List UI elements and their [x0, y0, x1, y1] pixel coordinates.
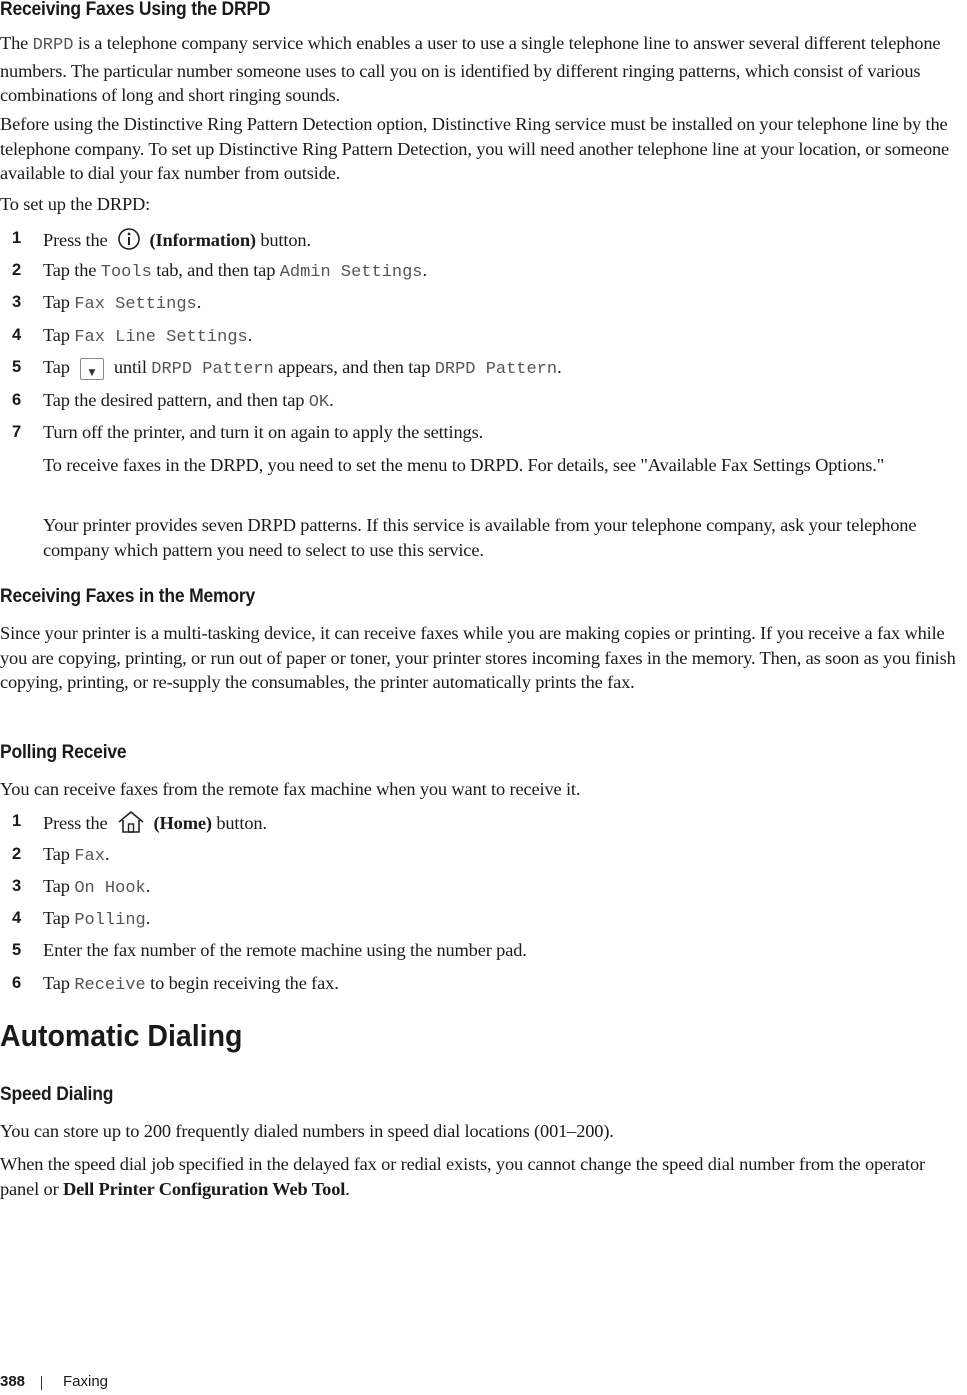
information-button-label: (Information)	[149, 230, 256, 251]
memory-text: Since your printer is a multi-tasking device, it can receive faxes while you are making copies or printing. If you receive a fax while you are copying, printing, or run out of paper or toner, your printer stores incoming faxes in the memory. Then, as soon as you finish copying, printing, or re-supply the consumables, the printer automatically prints the fax.	[0, 623, 956, 692]
home-button-label: (Home)	[153, 813, 212, 834]
drpd-setup-intro: To set up the DRPD:	[0, 194, 151, 214]
web-tool-name: Dell Printer Configuration Web Tool	[63, 1178, 346, 1199]
drpd-note-menu: To receive faxes in the DRPD, you need to set the menu to DRPD. For details, see "Available Fax Settings Options."	[43, 455, 885, 475]
drpd-intro: The DRPD is a telephone company service which enables a user to use a single telephone line to answer several different telephone numbers. The particular number someone uses to call you on is identified by different ringing patterns, which consist of various combinations of long and short ringing sounds.	[0, 33, 941, 105]
heading-memory: Receiving Faxes in the Memory	[0, 586, 256, 607]
heading-speed-dialing: Speed Dialing	[0, 1084, 114, 1105]
home-icon	[116, 809, 146, 841]
speed-dial-note: When the speed dial job specified in the delayed fax or redial exists, you cannot change the speed dial number from the operator panel or Dell Printer Configuration Web Tool.	[0, 1154, 926, 1199]
heading-drpd: Receiving Faxes Using the DRPD	[0, 0, 271, 20]
information-icon	[116, 226, 142, 258]
polling-text: You can receive faxes from the remote fax machine when you want to receive it.	[0, 779, 581, 799]
drpd-note-patterns: Your printer provides seven DRPD patterns. If this service is available from your telephone company, ask your telephone company which pattern you need to select to use this service.	[43, 515, 917, 560]
heading-automatic-dialing: Automatic Dialing	[0, 1018, 243, 1053]
code-drpd: DRPD	[32, 36, 74, 55]
page-number: 388	[0, 1373, 26, 1390]
drpd-prereq: Before using the Distinctive Ring Pattern Detection option, Distinctive Ring service must be installed on your telephone line by the telephone company. To set up Distinctive Ring Pattern Detection, you will need another telephone line at your location, or someone available to dial your fax number from outside.	[0, 114, 950, 183]
heading-polling: Polling Receive	[0, 742, 127, 763]
scroll-down-button-icon: ▼	[80, 358, 104, 380]
section-name: Faxing	[63, 1373, 109, 1390]
footer-divider	[41, 1376, 42, 1390]
speed-dial-capacity: You can store up to 200 frequently dialed numbers in speed dial locations (001–200).	[0, 1121, 614, 1141]
